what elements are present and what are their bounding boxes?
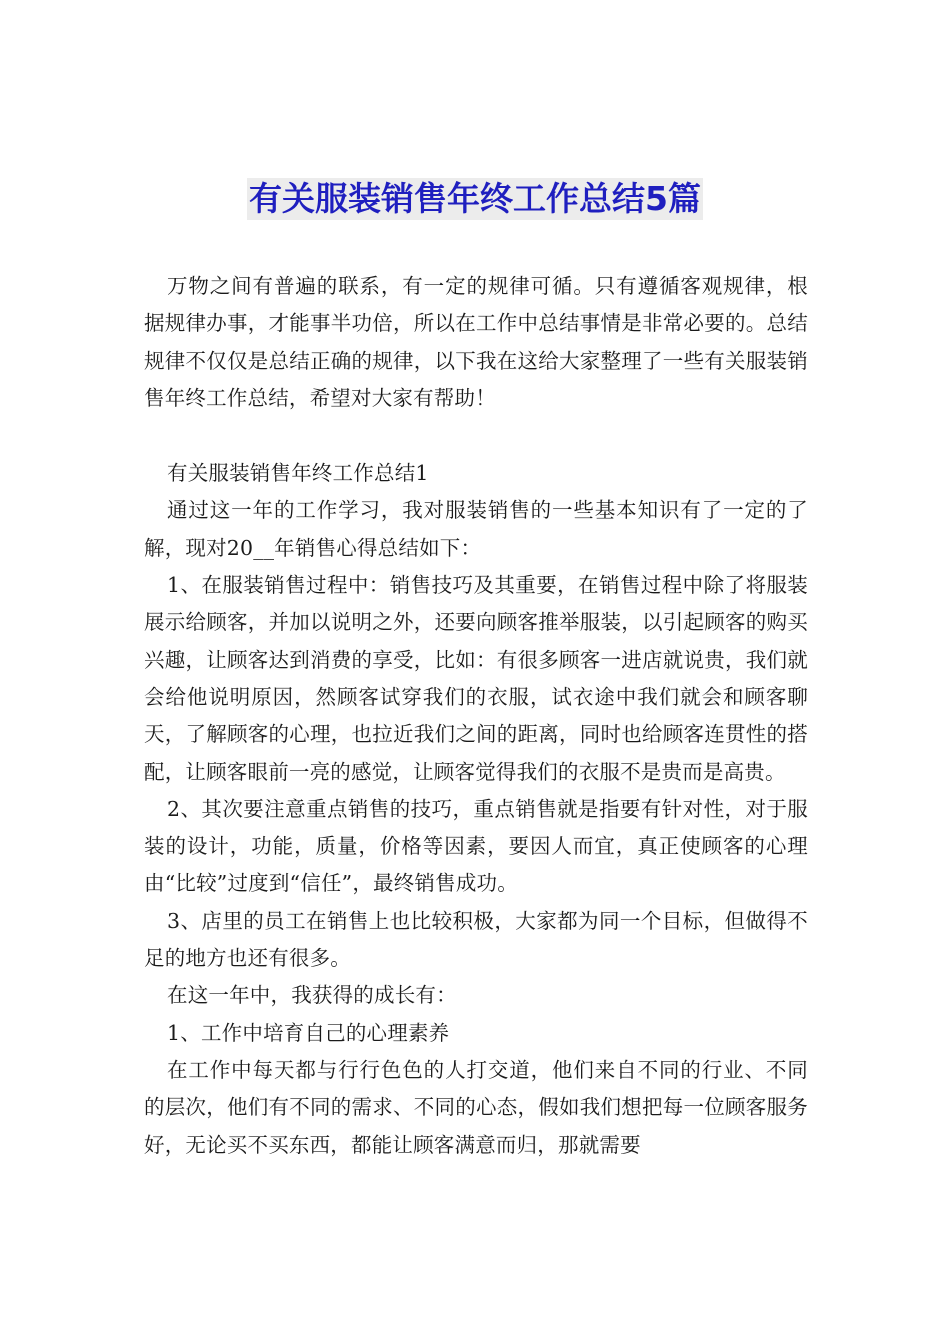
body-paragraph: 在这一年中，我获得的成长有：	[167, 983, 457, 1008]
title-container	[0, 178, 950, 220]
body-paragraph: 通过这一年的工作学习，我对服装销售的一些基本知识有了一定的了解，现对20__年销售心得总结如下：	[144, 498, 808, 560]
intro-paragraph: 万物之间有普遍的联系，有一定的规律可循。只有遵循客观规律，根据规律办事，才能事半功倍，所以在工作中总结事情是非常必要的。总结规律不仅仅是总结正确的规律，以下我在这给大家整理了一些有关服装销售年终工作总结，希望对大家有帮助！	[144, 274, 808, 410]
section-heading: 有关服装销售年终工作总结1	[167, 461, 429, 486]
document-title: 有关服装销售年终工作总结5篇	[249, 179, 701, 218]
body-paragraph: 1、在服装销售过程中：销售技巧及其重要，在销售过程中除了将服装展示给顾客，并加以说明之外，还要向顾客推举服装，以引起顾客的购买兴趣，让顾客达到消费的享受，比如：有很多顾客一进店就说贵，我们就会给他说明原因，然顾客试穿我们的衣服，试衣途中我们就会和顾客聊天，了解顾客的心理，也拉近我们之间的距离，同时也给顾客连贯性的搭配，让顾客眼前一亮的感觉，让顾客觉得我们的衣服不是贵而是高贵。	[144, 573, 808, 784]
body-paragraph: 3、店里的员工在销售上也比较积极，大家都为同一个目标，但做得不足的地方也还有很多。	[144, 908, 808, 971]
body-paragraph: 2、其次要注意重点销售的技巧，重点销售就是指要有针对性，对于服装的设计，功能，质量，价格等因素，要因人而宜，真正使顾客的心理由“比较”过度到“信任”，最终销售成功。	[144, 796, 808, 896]
document-body	[144, 268, 808, 1164]
body-paragraph: 1、工作中培育自己的心理素养	[167, 1020, 450, 1045]
paragraph-spacer	[144, 417, 808, 455]
body-paragraph: 在工作中每天都与行行色色的人打交道，他们来自不同的行业、不同的层次，他们有不同的需求、不同的心态，假如我们想把每一位顾客服务好，无论买不买东西，都能让顾客满意而归，那就需要	[144, 1057, 808, 1157]
